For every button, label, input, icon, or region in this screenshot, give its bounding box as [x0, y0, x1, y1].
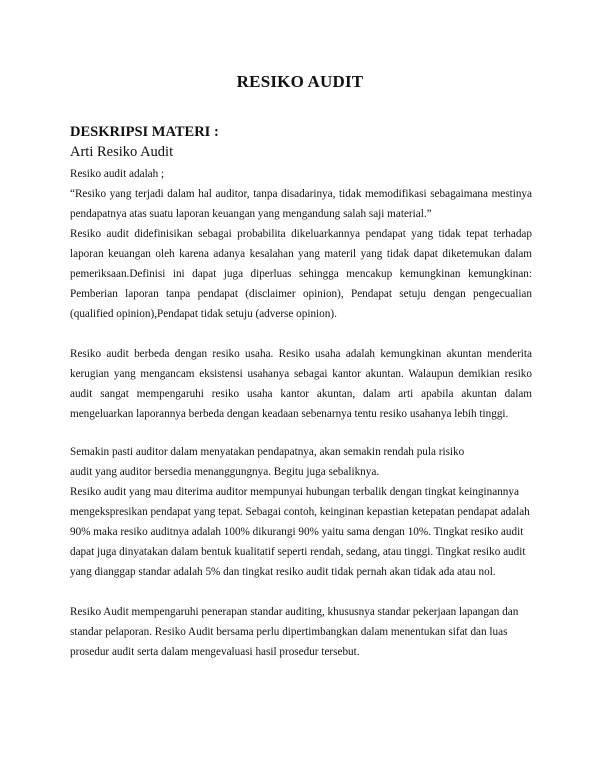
- paragraph-certainty-line-2: audit yang auditor bersedia menanggungnya. Begitu juga sebaliknya.: [70, 466, 380, 478]
- intro-line: Resiko audit adalah ;: [70, 168, 165, 180]
- paragraph-standards: Resiko Audit mempengaruhi penerapan standar auditing, khususnya standar pekerjaan lapangan dan standar pelaporan. Resiko Audit bersama perlu dipertimbangkan dalam menentukan sifat dan luas prosedur audit serta dalam mengevaluasi hasil prosedur tersebut.: [70, 606, 519, 658]
- definition-quote: “Resiko yang terjadi dalam hal auditor, tanpa disadarinya, tidak memodifikasi sebagaimana mestinya pendapatnya atas suatu laporan keuangan yang mengandung salah saji material.”: [70, 188, 532, 220]
- document-body: [70, 124, 532, 662]
- paragraph-acceptable-risk: Resiko audit yang mau diterima auditor mempunyai hubungan terbalik dengan tingkat keinginannya mengekspresikan pendapat yang tepat. Sebagai contoh, keinginan kepastian ketepatan pendapat adalah 90% maka resiko auditnya adalah 100% dikurangi 90% yaitu sama dengan 10%. Tingkat resiko audit dapat juga dinyatakan dalam bentuk kualitatif seperti rendah, sedang, atau tinggi. Tingkat resiko audit yang dianggap standar adalah 5% dan tingkat resiko audit tidak pernah akan tidak ada atau nol.: [70, 486, 530, 578]
- paragraph-business-risk: Resiko audit berbeda dengan resiko usaha. Resiko usaha adalah kemungkinan akuntan menderita kerugian yang mengancam eksistensi usahanya sebagai kantor akuntan. Walaupun demikian resiko audit sangat mempengaruhi resiko usaha kantor akuntan, dalam arti apabila akuntan dalam mengeluarkan laporannya berbeda dengan keadaan sebenarnya tentu resiko usahanya lebih tinggi.: [70, 348, 532, 420]
- paragraph-certainty-line-1: Semakin pasti auditor dalam menyatakan pendapatnya, akan semakin rendah pula risiko: [70, 446, 465, 458]
- paragraph-definition: Resiko audit didefinisikan sebagai probabilita dikeluarkannya pendapat yang tidak tepat terhadap laporan keuangan oleh karena adanya kesalahan yang materil yang tidak dapat diketemukan dalam pemeriksaan.Definisi ini dapat juga diperluas sehingga mencakup kemungkinan kemungkinan: Pemberian laporan tanpa pendapat (disclaimer opinion), Pendapat setuju dengan pengecualian (qualified opinion),Pendapat tidak setuju (adverse opinion).: [70, 228, 532, 320]
- document-title: RESIKO AUDIT: [236, 72, 364, 91]
- subheading: Arti Resiko Audit: [70, 144, 174, 160]
- section-heading: DESKRIPSI MATERI :: [70, 124, 219, 140]
